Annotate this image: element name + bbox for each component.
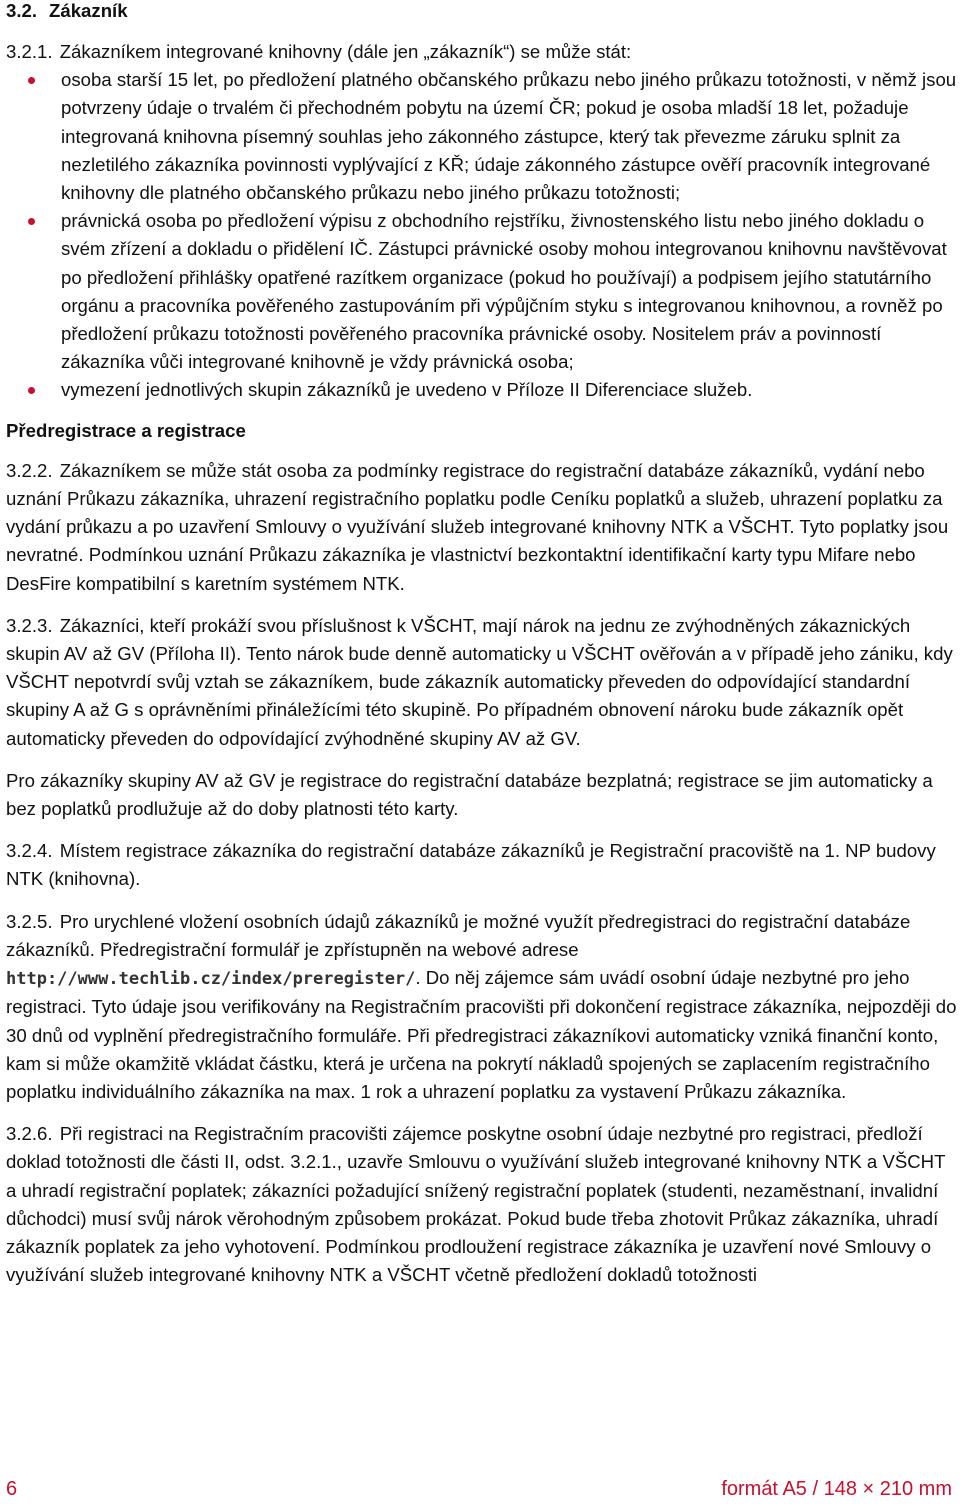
paragraph-text: Zákazníkem se může stát osoba za podmínky registrace do registrační databáze zákazníků, vydání nebo uznání Průkazu zákazníka, uhrazení registračního poplatku podle Ceníku poplatků a služeb, uhrazení poplatku za vydání průkazu a po uzavření Smlouvy o využívání služeb integrované knihovny NTK a VŠCHT. Tyto poplatky jsou nevratné. Podmínkou uznání Průkazu zákazníka je vlastnictví bezkontaktní identifikační karty typu Mifare nebo DesFire kompatibilní s karetním systémem NTK.	[6, 459, 949, 594]
preregister-link[interactable]: http://www.techlib.cz/index/preregister/	[6, 969, 416, 990]
list-item	[6, 66, 958, 207]
paragraph-number: 3.2.1.	[6, 41, 53, 62]
document-page	[6, 0, 958, 1289]
list-item	[6, 376, 958, 404]
list-item	[6, 207, 958, 376]
bullet-icon	[28, 387, 35, 394]
page-footer	[0, 1478, 960, 1508]
bullet-icon	[28, 218, 35, 225]
paragraph-3-2-5	[6, 908, 958, 1106]
paragraph-text: Zákazníkem integrované knihovny (dále jen „zákazník“) se může stát:	[59, 41, 632, 62]
paragraph-3-2-4	[6, 837, 958, 893]
paragraph-3-2-3	[6, 612, 958, 753]
paragraph-text: Místem registrace zákazníka do registrační databáze zákazníků je Registrační pracoviště na 1. NP budovy NTK (knihovna).	[6, 840, 936, 890]
paragraph-text: Pro urychlené vložení osobních údajů zákazníků je možné využít předregistraci do registrační databáze zákazníků. Předregistrační formulář je zpřístupněn na webové adrese	[6, 910, 911, 960]
subheading-preregistration: Předregistrace a registrace	[6, 419, 246, 441]
section-title: Zákazník	[49, 0, 128, 21]
customer-types-list	[6, 66, 958, 404]
paragraph-3-2-2	[6, 457, 958, 598]
paragraph-3-2-6	[6, 1120, 958, 1289]
paragraph-number: 3.2.3.	[6, 614, 53, 636]
paragraph-text: Zákazníci, kteří prokáží svou příslušnost k VŠCHT, mají nárok na jednu ze zvýhodněných zákaznických skupin AV až GV (Příloha II). Tento nárok bude denně automaticky u VŠCHT ověřován a v případě jeho zániku, kdy VŠCHT nepotvrdí svůj vztah se zákazníkem, bude zákazník automaticky převeden do odpovídající standardní skupiny A až G s oprávněními přináležícími této skupině. Po případném obnovení nároku bude zákazník opět automaticky převeden do odpovídající zvýhodněné skupiny AV až GV.	[6, 614, 953, 749]
paragraph-3-2-3-note: Pro zákazníky skupiny AV až GV je registrace do registrační databáze bezplatná; registrace se jim automaticky a bez poplatků prodlužuje až do doby platnosti této karty.	[6, 769, 933, 820]
list-item-text: vymezení jednotlivých skupin zákazníků je uvedeno v Příloze II Diferenciace služeb.	[61, 379, 753, 401]
page-format-label: formát A5 / 148 × 210 mm	[721, 1478, 952, 1500]
paragraph-number: 3.2.6.	[6, 1123, 53, 1145]
paragraph-text-continued: . Do něj zájemce sám uvádí osobní údaje nezbytné pro jeho registraci. Tyto údaje jsou verifikovány na Registračním pracovišti při dokončení registrace zákazníka, nejpozději do 30 dnů od vyplnění předregistračního formuláře. Při předregistraci zákazníkovi automaticky vzniká finanční konto, kam si může okamžitě vkládat částku, která je určena na pokrytí nákladů spojených se zaplacením registračního poplatku individuálního zákazníka na max. 1 rok a uhrazení poplatku za vystavení Průkazu zákazníka.	[6, 967, 957, 1102]
paragraph-number: 3.2.5.	[6, 910, 53, 932]
section-number: 3.2.	[6, 0, 38, 21]
section-heading	[6, 0, 958, 22]
paragraph-number: 3.2.4.	[6, 840, 53, 862]
page-number: 6	[6, 1478, 18, 1500]
list-item-text: právnická osoba po předložení výpisu z obchodního rejstříku, živnostenského listu nebo jiného dokladu o svém zřízení a dokladu o přidělení IČ. Zástupci právnické osoby mohou integrovanou knihovnu navštěvovat po předložení přihlášky opatřené razítkem organizace (pokud ho používají) a podpisem jejího statutárního orgánu a pracovníka pověřeného zastupováním při výpůjčním styku s integrovanou knihovnou, a rovněž po předložení průkazu totožnosti pověřeného pracovníka právnické osoby. Nositelem práv a povinností zákazníka vůči integrované knihovně je vždy právnická osoba;	[61, 210, 947, 373]
paragraph-3-2-1-intro	[6, 38, 958, 66]
bullet-icon	[28, 77, 35, 84]
paragraph-text: Při registraci na Registračním pracovišti zájemce poskytne osobní údaje nezbytné pro registraci, předloží doklad totožnosti dle části II, odst. 3.2.1., uzavře Smlouvu o využívání služeb integrované knihovny NTK a VŠCHT a uhradí registrační poplatek; zákazníci požadující snížený registrační poplatek (studenti, nezaměstnaní, invalidní důchodci) musí svůj nárok věrohodným způsobem prokázat. Pokud bude třeba zhotovit Průkaz zákazníka, uhradí zákazník poplatek za jeho vyhotovení. Podmínkou prodloužení registrace zákazníka je uzavření nové Smlouvy o využívání služeb integrované knihovny NTK a VŠCHT včetně předložení dokladů totožnosti	[6, 1123, 946, 1286]
paragraph-number: 3.2.2.	[6, 459, 53, 481]
list-item-text: osoba starší 15 let, po předložení platného občanského průkazu nebo jiného průkazu totožnosti, v němž jsou potvrzeny údaje o trvalém či přechodném pobytu na území ČR; pokud je osoba mladší 18 let, požaduje integrovaná knihovna písemný souhlas jeho zákonného zástupce, který tak převezme záruku splnit za nezletilého zákazníka povinnosti vyplývající z KŘ; údaje zákonného zástupce ověří pracovník integrované knihovny dle platného občanského průkazu nebo jiného průkazu totožnosti;	[61, 69, 957, 204]
